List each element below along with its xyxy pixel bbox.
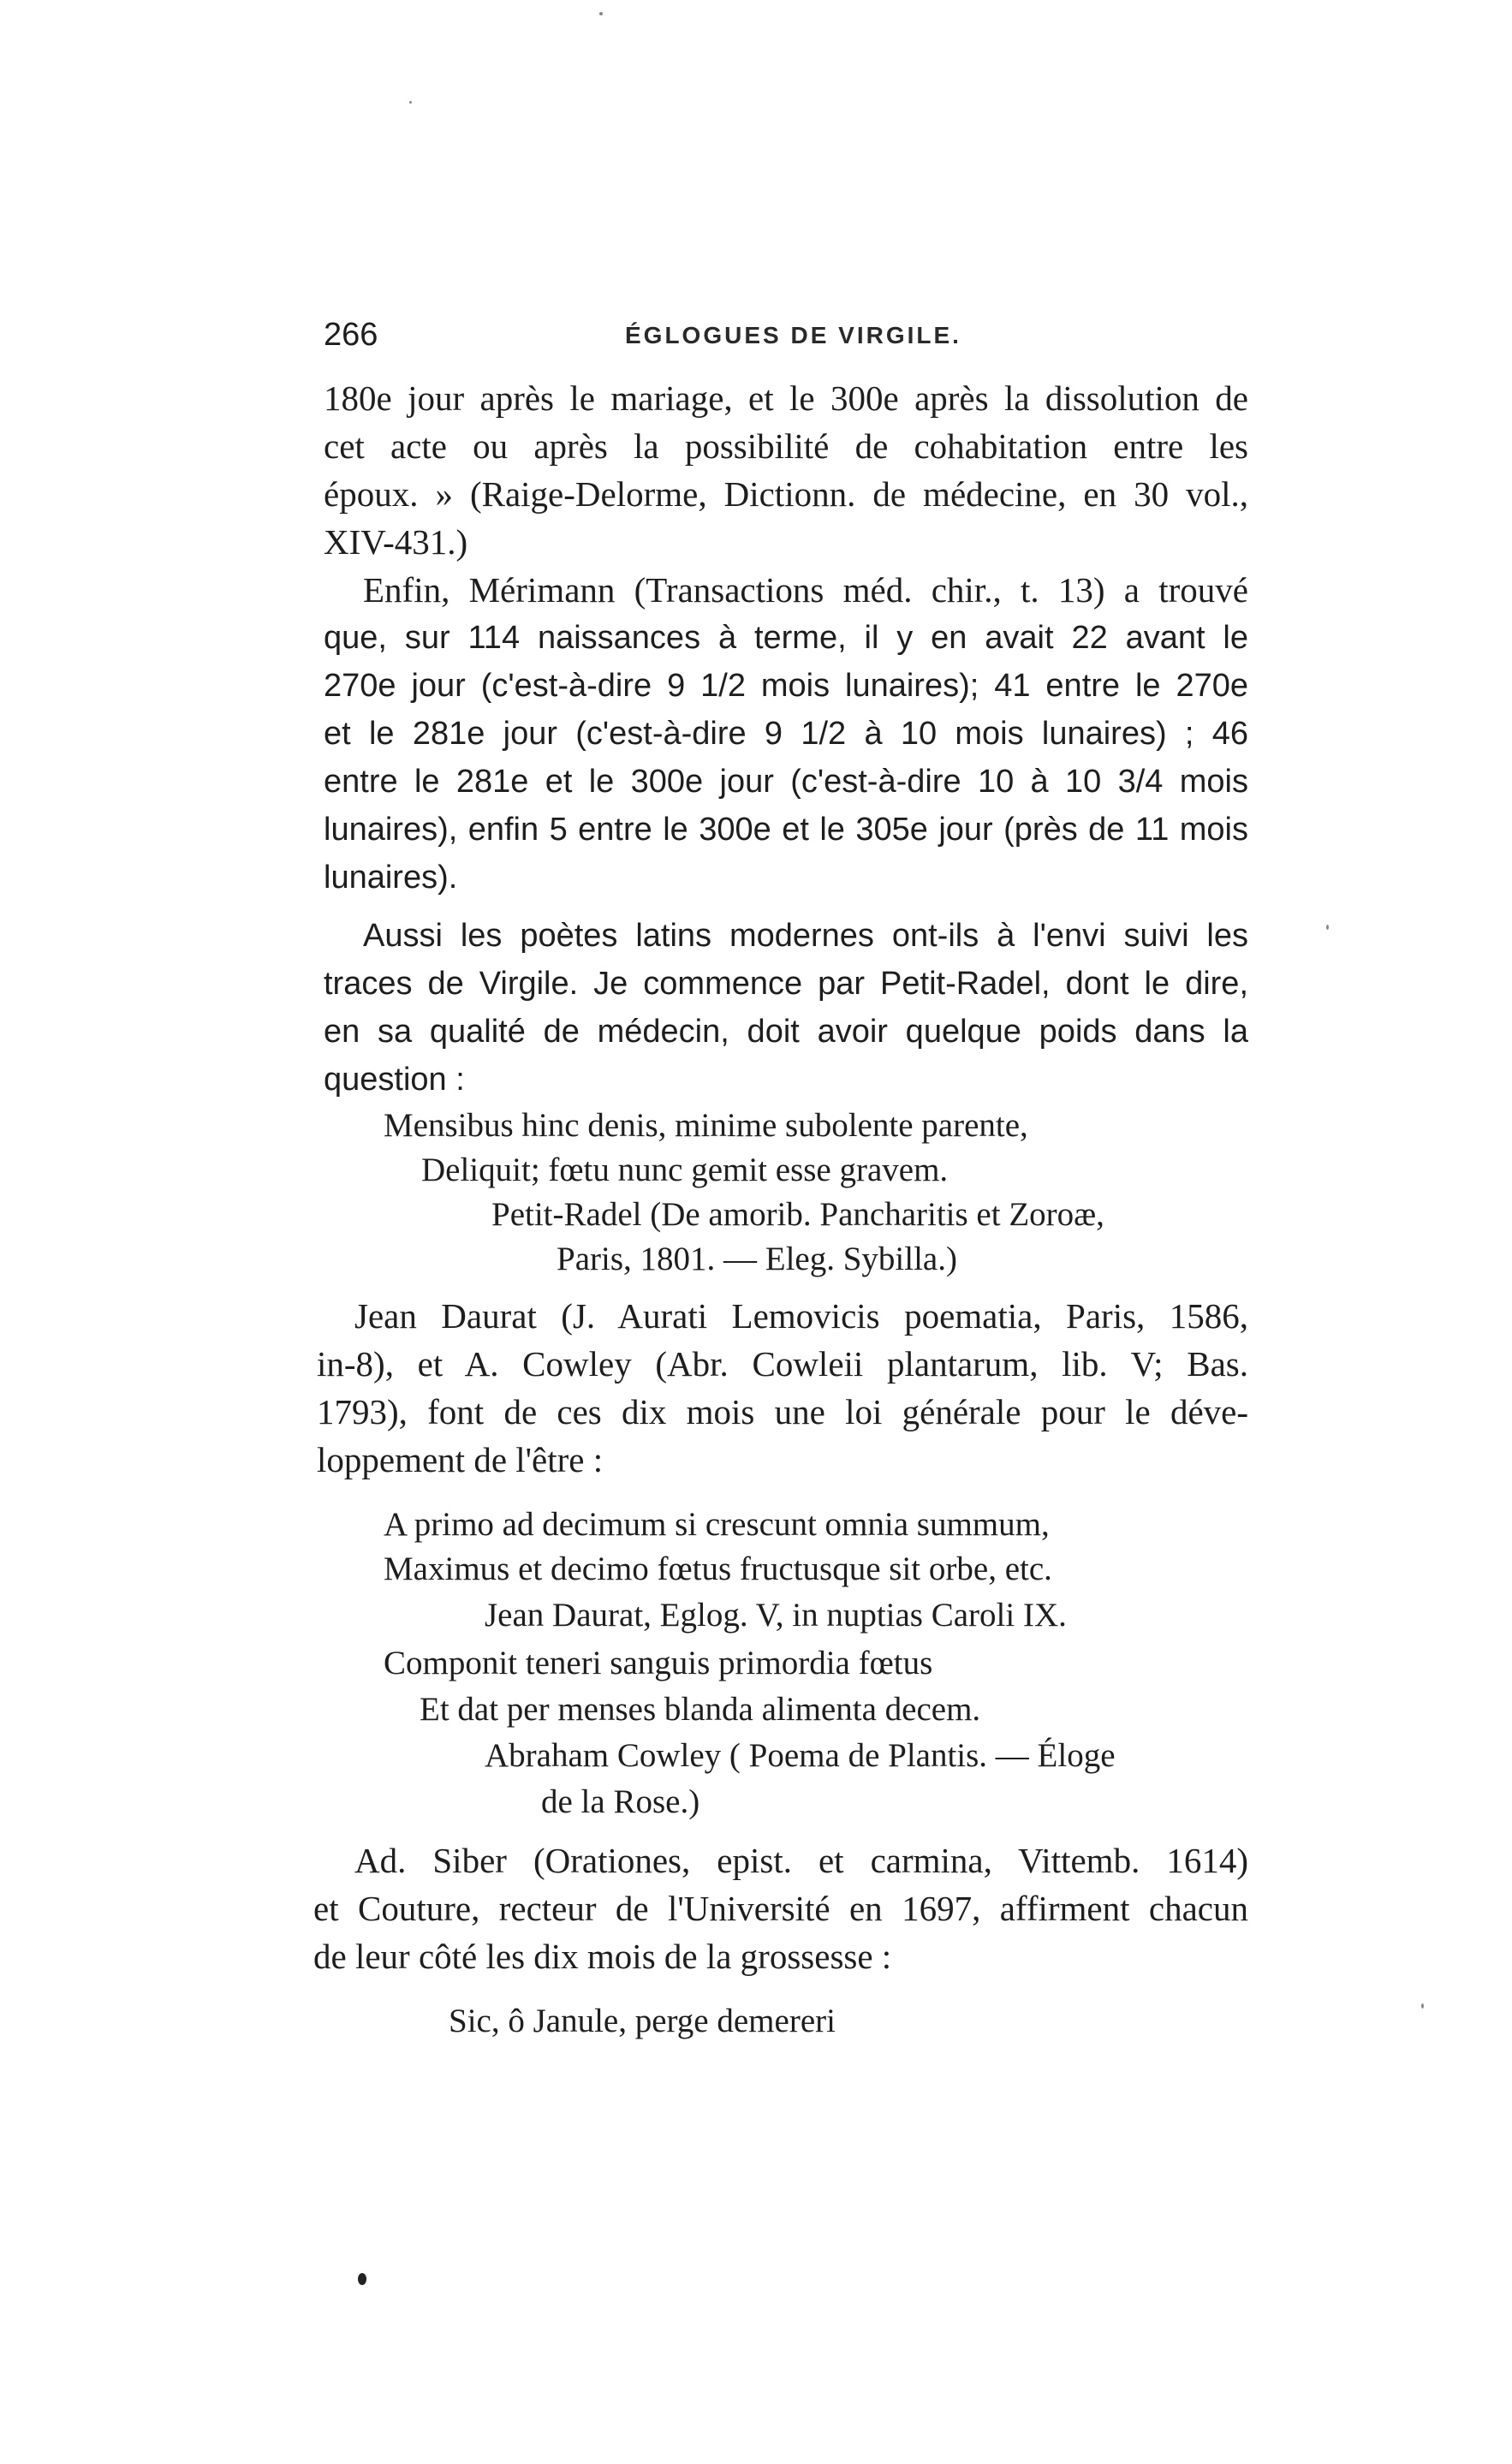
text-line: lunaires). (324, 860, 458, 896)
text-line: 180e jour après le mariage, et le 300e après la dissolution de (324, 378, 1248, 418)
citation-line: Paris, 1801. — Eleg. Sybilla.) (557, 1241, 957, 1277)
text-line: question : (324, 1062, 465, 1098)
text-line: Jean Daurat (J. Aurati Lemovicis poematia, Paris, 1586, (354, 1296, 1248, 1336)
text-line: et le 281e jour (c'est-à-dire 9 1/2 à 10 mois lunaires) ; 46 (324, 716, 1248, 752)
verse-line: A primo ad decimum si crescunt omnia summum, (384, 1506, 1050, 1543)
verse-line: Mensibus hinc denis, minime subolente parente, (384, 1107, 1028, 1144)
page-number: 266 (324, 317, 378, 353)
verse-line: Maximus et decimo fœtus fructusque sit orbe, etc. (384, 1550, 1052, 1587)
scan-speck (1421, 2003, 1424, 2009)
text-line: 270e jour (c'est-à-dire 9 1/2 mois lunaires); 41 entre le 270e (324, 668, 1248, 704)
text-line: de leur côté les dix mois de la grossesse : (313, 1937, 892, 1976)
text-line: loppement de l'être : (317, 1440, 604, 1479)
text-line: traces de Virgile. Je commence par Petit-Radel, dont le dire, (324, 966, 1248, 1002)
scan-speck (409, 101, 412, 104)
citation-line: de la Rose.) (541, 1783, 700, 1820)
text-line: et Couture, recteur de l'Université en 1697, affirment chacun (313, 1889, 1248, 1928)
text-line: 1793), font de ces dix mois une loi générale pour le déve- (317, 1392, 1248, 1431)
citation-line: Jean Daurat, Eglog. V, in nuptias Caroli IX. (485, 1597, 1067, 1634)
citation-line: Abraham Cowley ( Poema de Plantis. — Éloge (485, 1737, 1116, 1774)
text-line: en sa qualité de médecin, doit avoir quelque poids dans la (324, 1014, 1248, 1050)
text-line: Enfin, Mérimann (Transactions méd. chir., t. 13) a trouvé (363, 570, 1248, 610)
page-header (324, 317, 1248, 360)
verse-line: Deliquit; fœtu nunc gemit esse gravem. (421, 1152, 949, 1188)
scan-speck (599, 12, 603, 15)
citation-line: Petit-Radel (De amorib. Pancharitis et Zoroæ, (491, 1196, 1104, 1233)
running-title: ÉGLOGUES DE VIRGILE. (625, 322, 961, 348)
text-line: Aussi les poètes latins modernes ont-ils à l'envi suivi les (363, 918, 1248, 954)
text-line: entre le 281e et le 300e jour (c'est-à-dire 10 à 10 3/4 mois (324, 764, 1248, 800)
ink-spot (358, 2273, 366, 2285)
text-line: cet acte ou après la possibilité de cohabitation entre les (324, 426, 1248, 466)
text-line: Ad. Siber (Orationes, epist. et carmina, Vittemb. 1614) (354, 1841, 1248, 1880)
text-line: lunaires), enfin 5 entre le 300e et le 305e jour (près de 11 mois (324, 812, 1248, 848)
scan-speck (1326, 925, 1329, 930)
text-line: in-8), et A. Cowley (Abr. Cowleii plantarum, lib. V; Bas. (317, 1344, 1248, 1384)
verse-line: Et dat per menses blanda alimenta decem. (420, 1691, 981, 1728)
text-line: XIV-431.) (324, 522, 468, 562)
verse-line: Componit teneri sanguis primordia fœtus (384, 1645, 933, 1681)
verse-line: Sic, ô Janule, perge demereri (449, 2003, 836, 2039)
text-line: époux. » (Raige-Delorme, Dictionn. de médecine, en 30 vol., (324, 474, 1248, 514)
text-line: que, sur 114 naissances à terme, il y en avait 22 avant le (324, 620, 1248, 656)
